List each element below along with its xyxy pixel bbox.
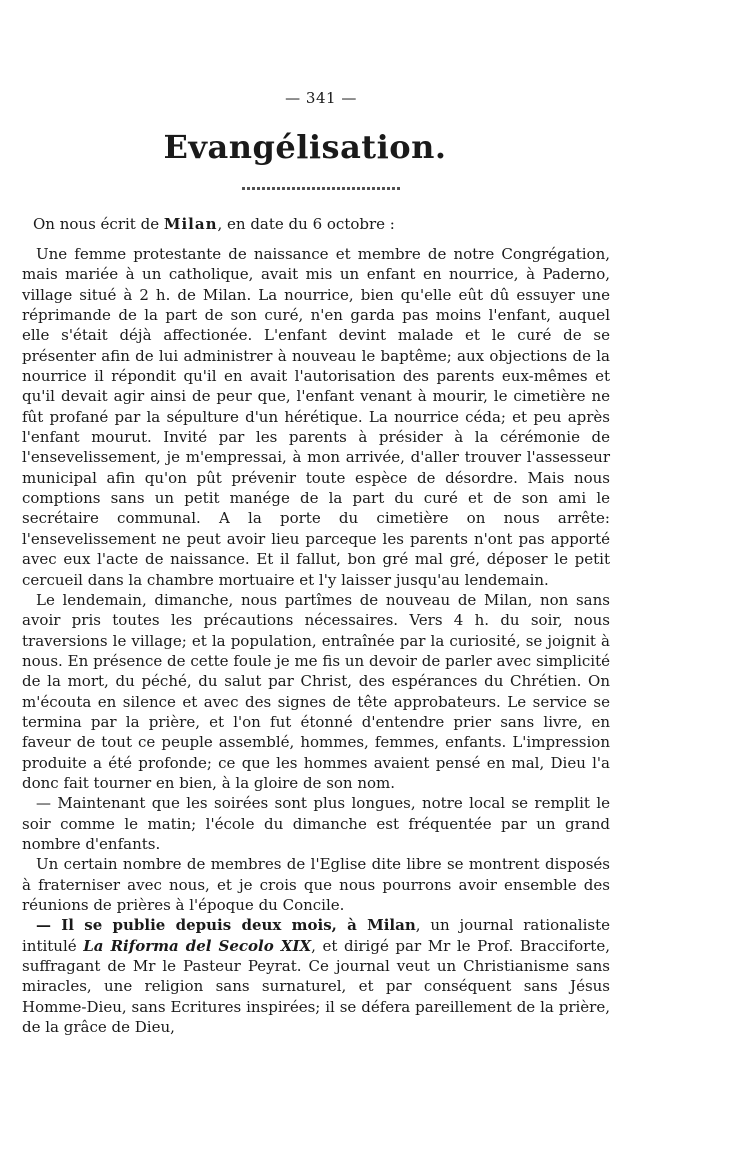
intro-city: Milan	[163, 215, 218, 233]
paragraph-3: — Maintenant que les soirées sont plus longues, notre local se remplit le soir comme le matin; l'école du dimanche est fréquentée par un grand nombre d'enfants.	[22, 794, 610, 853]
paragraph-4: Un certain nombre de membres de l'Eglise dite libre se montrent disposés à fraterniser avec nous, et je crois que nous pourrons avoir ensemble des réunions de prières à l'époque du Concile.	[22, 855, 610, 914]
page-number: — 341 —	[285, 89, 357, 107]
intro-prefix: On nous écrit de	[33, 215, 164, 233]
journal-title: La Riforma del Secolo XIX	[83, 936, 312, 955]
paragraph-2: Le lendemain, dimanche, nous partîmes de nouveau de Milan, non sans avoir pris toutes les précautions nécessaires. Vers 4 h. du soir, nous traversions le village; et la population, entraînée par la curiosité, se joignit à nous. En présence de cette foule je me fis un devoir de parler avec simplicité de la mort, du péché, du salut par Christ, des espérances du Chrétien. On m'écouta en silence et avec des signes de tête approbateurs. Le service se termina par la prière, et l'on fut étonné d'entendre prier sans livre, en faveur de tout ce peuple assemblé, hommes, femmes, enfants. L'impression produite a été profonde; ce que les hommes avaient pensé en mal, Dieu l'a donc fait tourner en bien, à la gloire de son nom.	[22, 590, 610, 792]
paragraph-1: Une femme protestante de naissance et membre de notre Congrégation, mais mariée à un catholique, avait mis un enfant en nourrice, à Paderno, village situé à 2 h. de Milan. La nourrice, bien qu'elle eût dû essuyer une réprimande de la part de son curé, n'en garda pas moins l'enfant, auquel elle s'était déjà affectionée. L'enfant devint malade et le curé de se présenter afin de lui administrer à nouveau le baptême; aux objections de la nourrice il répondit qu'il en avait l'autorisation des parents eux-mêmes et qu'il devait agir ainsi de peur que, l'enfant venant à mourir, le cimetière ne fût profané par la sépulture d'un hérétique. La nourrice céda; et peu après l'enfant mourut. Invité par les parents à présider à la cérémonie de l'ensevelissement, je m'empressai, à mon arrivée, d'aller trouver l'assesseur municipal afin qu'on pût prévenir toute espèce de désordre. Mais nous comptions sans un petit manége de la part du curé et de son ami le secrétaire communal. A la porte du cimetière on nous arrête: l'ensevelissement ne peut avoir lieu parceque les parents n'ont pas apporté avec eux l'acte de naissance. Et il fallut, bon gré mal gré, déposer le petit cercueil dans la chambre mortuaire et l'y laisser jusqu'au lendemain.	[22, 245, 610, 589]
paragraph-5-rest: , et dirigé par Mr le Prof. Bracciforte, suffragant de Mr le Pasteur Peyrat. Ce journal veut un Christianisme sans miracles, une religion sans surnaturel, et par conséquent sans Jésus Homme-Dieu, sans Ecritures inspirées; il se défera pareillement de la prière, de la grâce de Dieu,	[22, 936, 610, 1037]
paragraph-5-mid: , un journal rationaliste intitulé	[22, 916, 610, 955]
paragraph-5	[22, 915, 610, 1037]
intro-line	[33, 214, 613, 234]
intro-suffix: , en date du 6 octobre :	[217, 215, 395, 233]
paragraph-5-city: Milan	[367, 916, 416, 935]
page-title: Evangélisation.	[163, 128, 447, 166]
title-underline-ornament	[242, 187, 400, 190]
paragraph-5-lead: — Il se publie depuis deux mois, à	[36, 916, 368, 935]
article-body	[22, 244, 610, 1037]
